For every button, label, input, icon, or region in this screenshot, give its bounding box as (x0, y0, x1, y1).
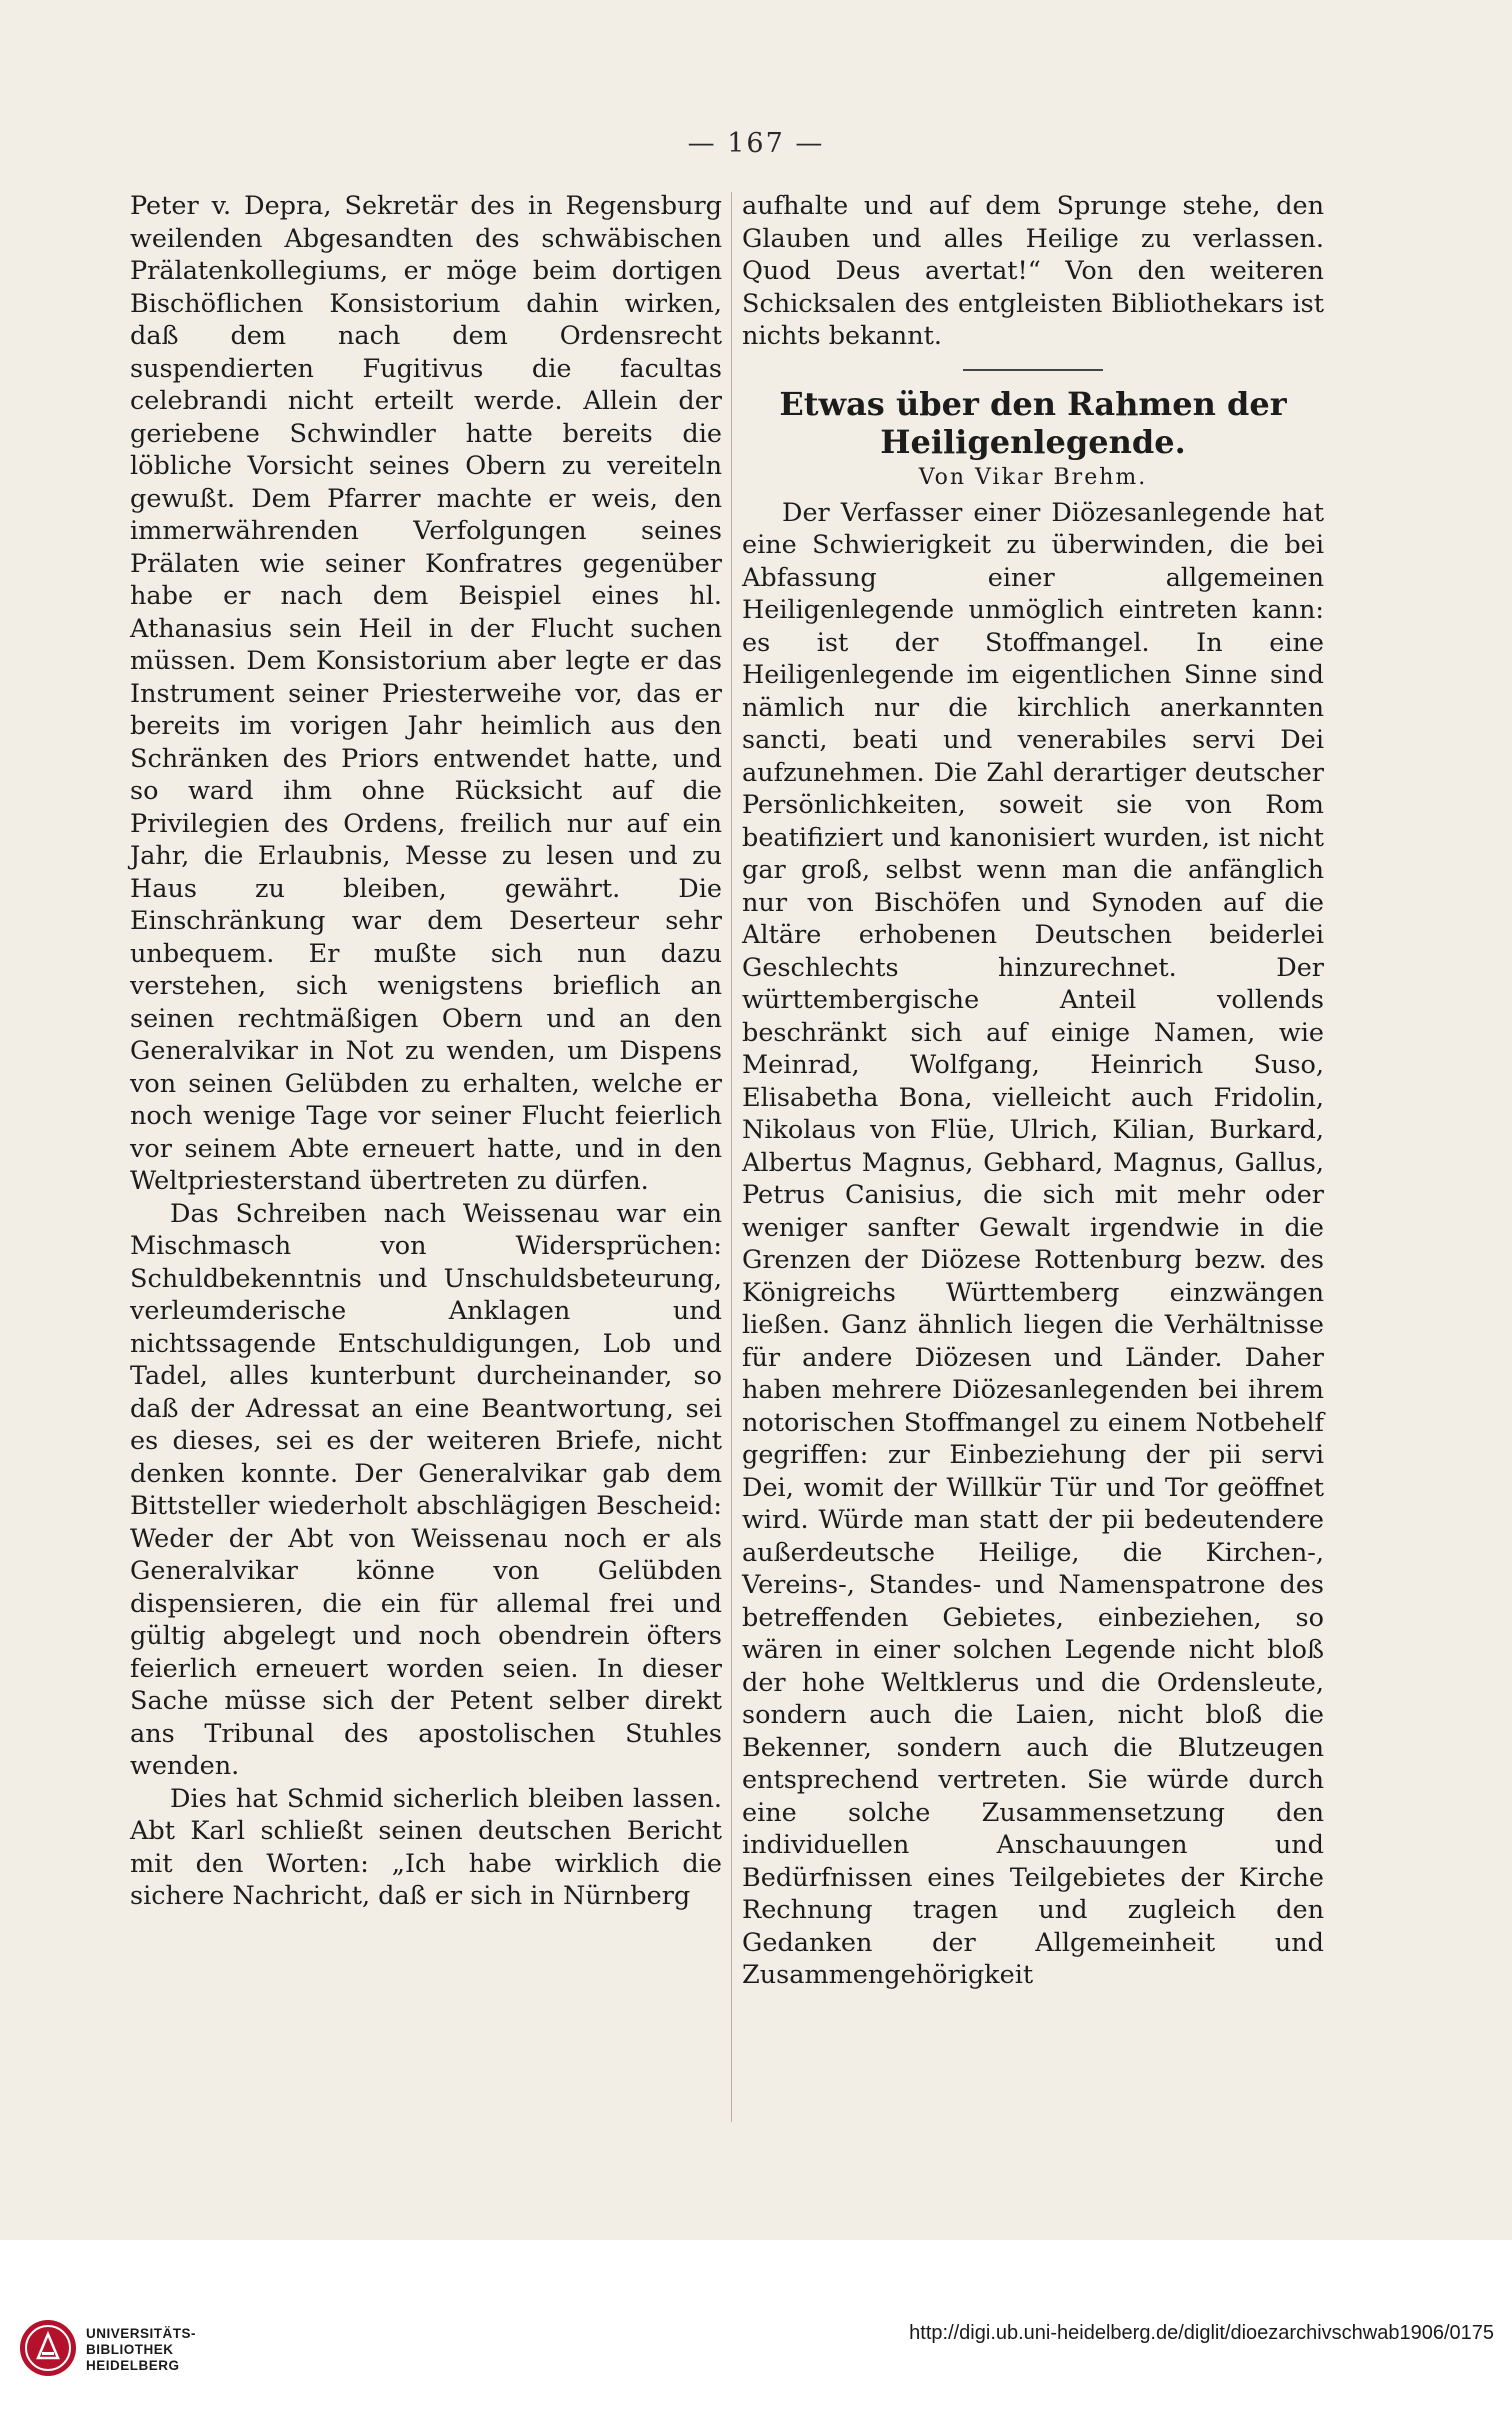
footer-bar (0, 2240, 1512, 2417)
logo-text-line-3: HEIDELBERG (86, 2358, 180, 2373)
page-number: — 167 — (687, 128, 825, 159)
left-paragraph-3: Dies hat Schmid sicherlich bleiben lassen. Abt Karl schließt seinen deutschen Bericht mit den Worten: „Ich habe wirklich die sichere Nachricht, daß er sich in Nürnberg (130, 1783, 722, 1911)
section-end-rule (963, 369, 1103, 371)
right-continuation: aufhalte und auf dem Sprunge stehe, den Glauben und alles Heilige zu verlassen. Quod Deus avertat!“ Von den weiteren Schicksalen des entgleisten Bibliothekars ist nichts bekannt. (742, 191, 1324, 351)
left-paragraph-2: Das Schreiben nach Weissenau war ein Mischmasch von Widersprüchen: Schuldbekenntnis und Unschuldsbeteurung, verleumderische Anklagen und nichtssagende Entschuldigungen, Lob und Tadel, alles kunterbunt durcheinander, so daß der Adressat an eine Beantwortung, sei es dieses, sei es der weiteren Briefe, nicht denken konnte. Der Generalvikar gab dem Bittsteller wiederholt abschlägigen Bescheid: Weder der Abt von Weissenau noch er als Generalvikar könne von Gelübden dispensieren, die ein für allemal frei und gültig abgelegt und noch obendrein öfters feierlich erneuert worden seien. In dieser Sache müsse sich der Petent selber direkt ans Tribunal des apostolischen Stuhles wenden. (130, 1198, 722, 1781)
article-author: Von Vikar Brehm. (918, 464, 1148, 490)
column-divider (731, 192, 732, 2122)
left-column (130, 190, 722, 1913)
university-seal-icon (18, 2318, 78, 2378)
logo-text-line-2: BIBLIOTHEK (86, 2342, 174, 2357)
article-title-line-2: Heiligenlegende. (880, 422, 1186, 461)
logo-text-line-1: UNIVERSITÄTS- (86, 2326, 197, 2341)
source-url-link[interactable]: http://digi.ub.uni-heidelberg.de/diglit/dioezarchivschwab1906/0175 (909, 2322, 1494, 2344)
right-column (742, 190, 1324, 1992)
article-paragraph-1: Der Verfasser einer Diözesanlegende hat eine Schwierigkeit zu überwinden, die bei Abfassung einer allgemeinen Heiligenlegende unmöglich eintreten kann: es ist der Stoffmangel. In eine Heiligenlegende im eigentlichen Sinne sind nämlich nur die kirchlich anerkannten sancti, beati und venerabiles servi Dei aufzunehmen. Die Zahl derartiger deutscher Persönlichkeiten, soweit sie von Rom beatifiziert und kanonisiert wurden, ist nicht gar groß, selbst wenn man die anfänglich nur von Bischöfen und Synoden auf die Altäre erhobenen Deutschen beiderlei Geschlechts hinzurechnet. Der württembergische Anteil vollends beschränkt sich auf einige Namen, wie Meinrad, Wolfgang, Heinrich Suso, Elisabetha Bona, vielleicht auch Fridolin, Nikolaus von Flüe, Ulrich, Kilian, Burkard, Albertus Magnus, Gebhard, Magnus, Gallus, Petrus Canisius, die sich mit mehr oder weniger sanfter Gewalt irgendwie in die Grenzen der Diözese Rottenburg bezw. des Königreichs Württemberg einzwängen ließen. Ganz ähnlich liegen die Verhältnisse für andere Diözesen und Länder. Daher haben mehrere Diözesanlegenden bei ihrem notorischen Stoffmangel zu einem Notbehelf gegriffen: zur Einbeziehung der pii servi Dei, womit der Willkür Tür und Tor geöffnet wird. Würde man statt der pii bedeutendere außerdeutsche Heilige, die Kirchen-, Vereins-, Standes- und Namenspatrone des betreffenden Gebietes, einbeziehen, so wären in einer solchen Legende nicht bloß der hohe Weltklerus und die Ordensleute, sondern auch die Laien, nicht bloß die Bekenner, sondern auch die Blutzeugen entsprechend vertreten. Sie würde durch eine solche Zusammensetzung den individuellen Anschauungen und Bedürfnissen eines Teilgebietes der Kirche Rechnung tragen und zugleich den Gedanken der Allgemeinheit und Zusammengehörigkeit (742, 497, 1324, 1990)
article-title (742, 385, 1324, 461)
left-paragraph-1: Peter v. Depra, Sekretär des in Regensburg weilenden Abgesandten des schwäbischen Prälatenkollegiums, er möge beim dortigen Bischöflichen Konsistorium dahin wirken, daß dem nach dem Ordensrecht suspendierten Fugitivus die facultas celebrandi nicht erteilt werde. Allein der geriebene Schwindler hatte bereits die löbliche Vorsicht seines Obern zu vereiteln gewußt. Dem Pfarrer machte er weis, den immerwährenden Verfolgungen seines Prälaten wie seiner Konfratres gegenüber habe er nach dem Beispiel eines hl. Athanasius sein Heil in der Flucht suchen müssen. Dem Konsistorium aber legte er das Instrument seiner Priesterweihe vor, das er bereits im vorigen Jahr heimlich aus den Schränken des Priors entwendet hatte, und so ward ihm ohne Rücksicht auf die Privilegien des Ordens, freilich nur auf ein Jahr, die Erlaubnis, Messe zu lesen und zu Haus zu bleiben, gewährt. Die Einschränkung war dem Deserteur sehr unbequem. Er mußte sich nun dazu verstehen, sich wenigstens brieflich an seinen rechtmäßigen Obern und an den Generalvikar in Not zu wenden, um Dispens von seinen Gelübden zu erhalten, welche er noch wenige Tage vor seiner Flucht feierlich vor seinem Abte erneuert hatte, und in den Weltpriesterstand übertreten zu dürfen. (130, 191, 722, 1196)
library-logo-text (86, 2326, 196, 2374)
article-title-line-1: Etwas über den Rahmen der (779, 384, 1287, 423)
